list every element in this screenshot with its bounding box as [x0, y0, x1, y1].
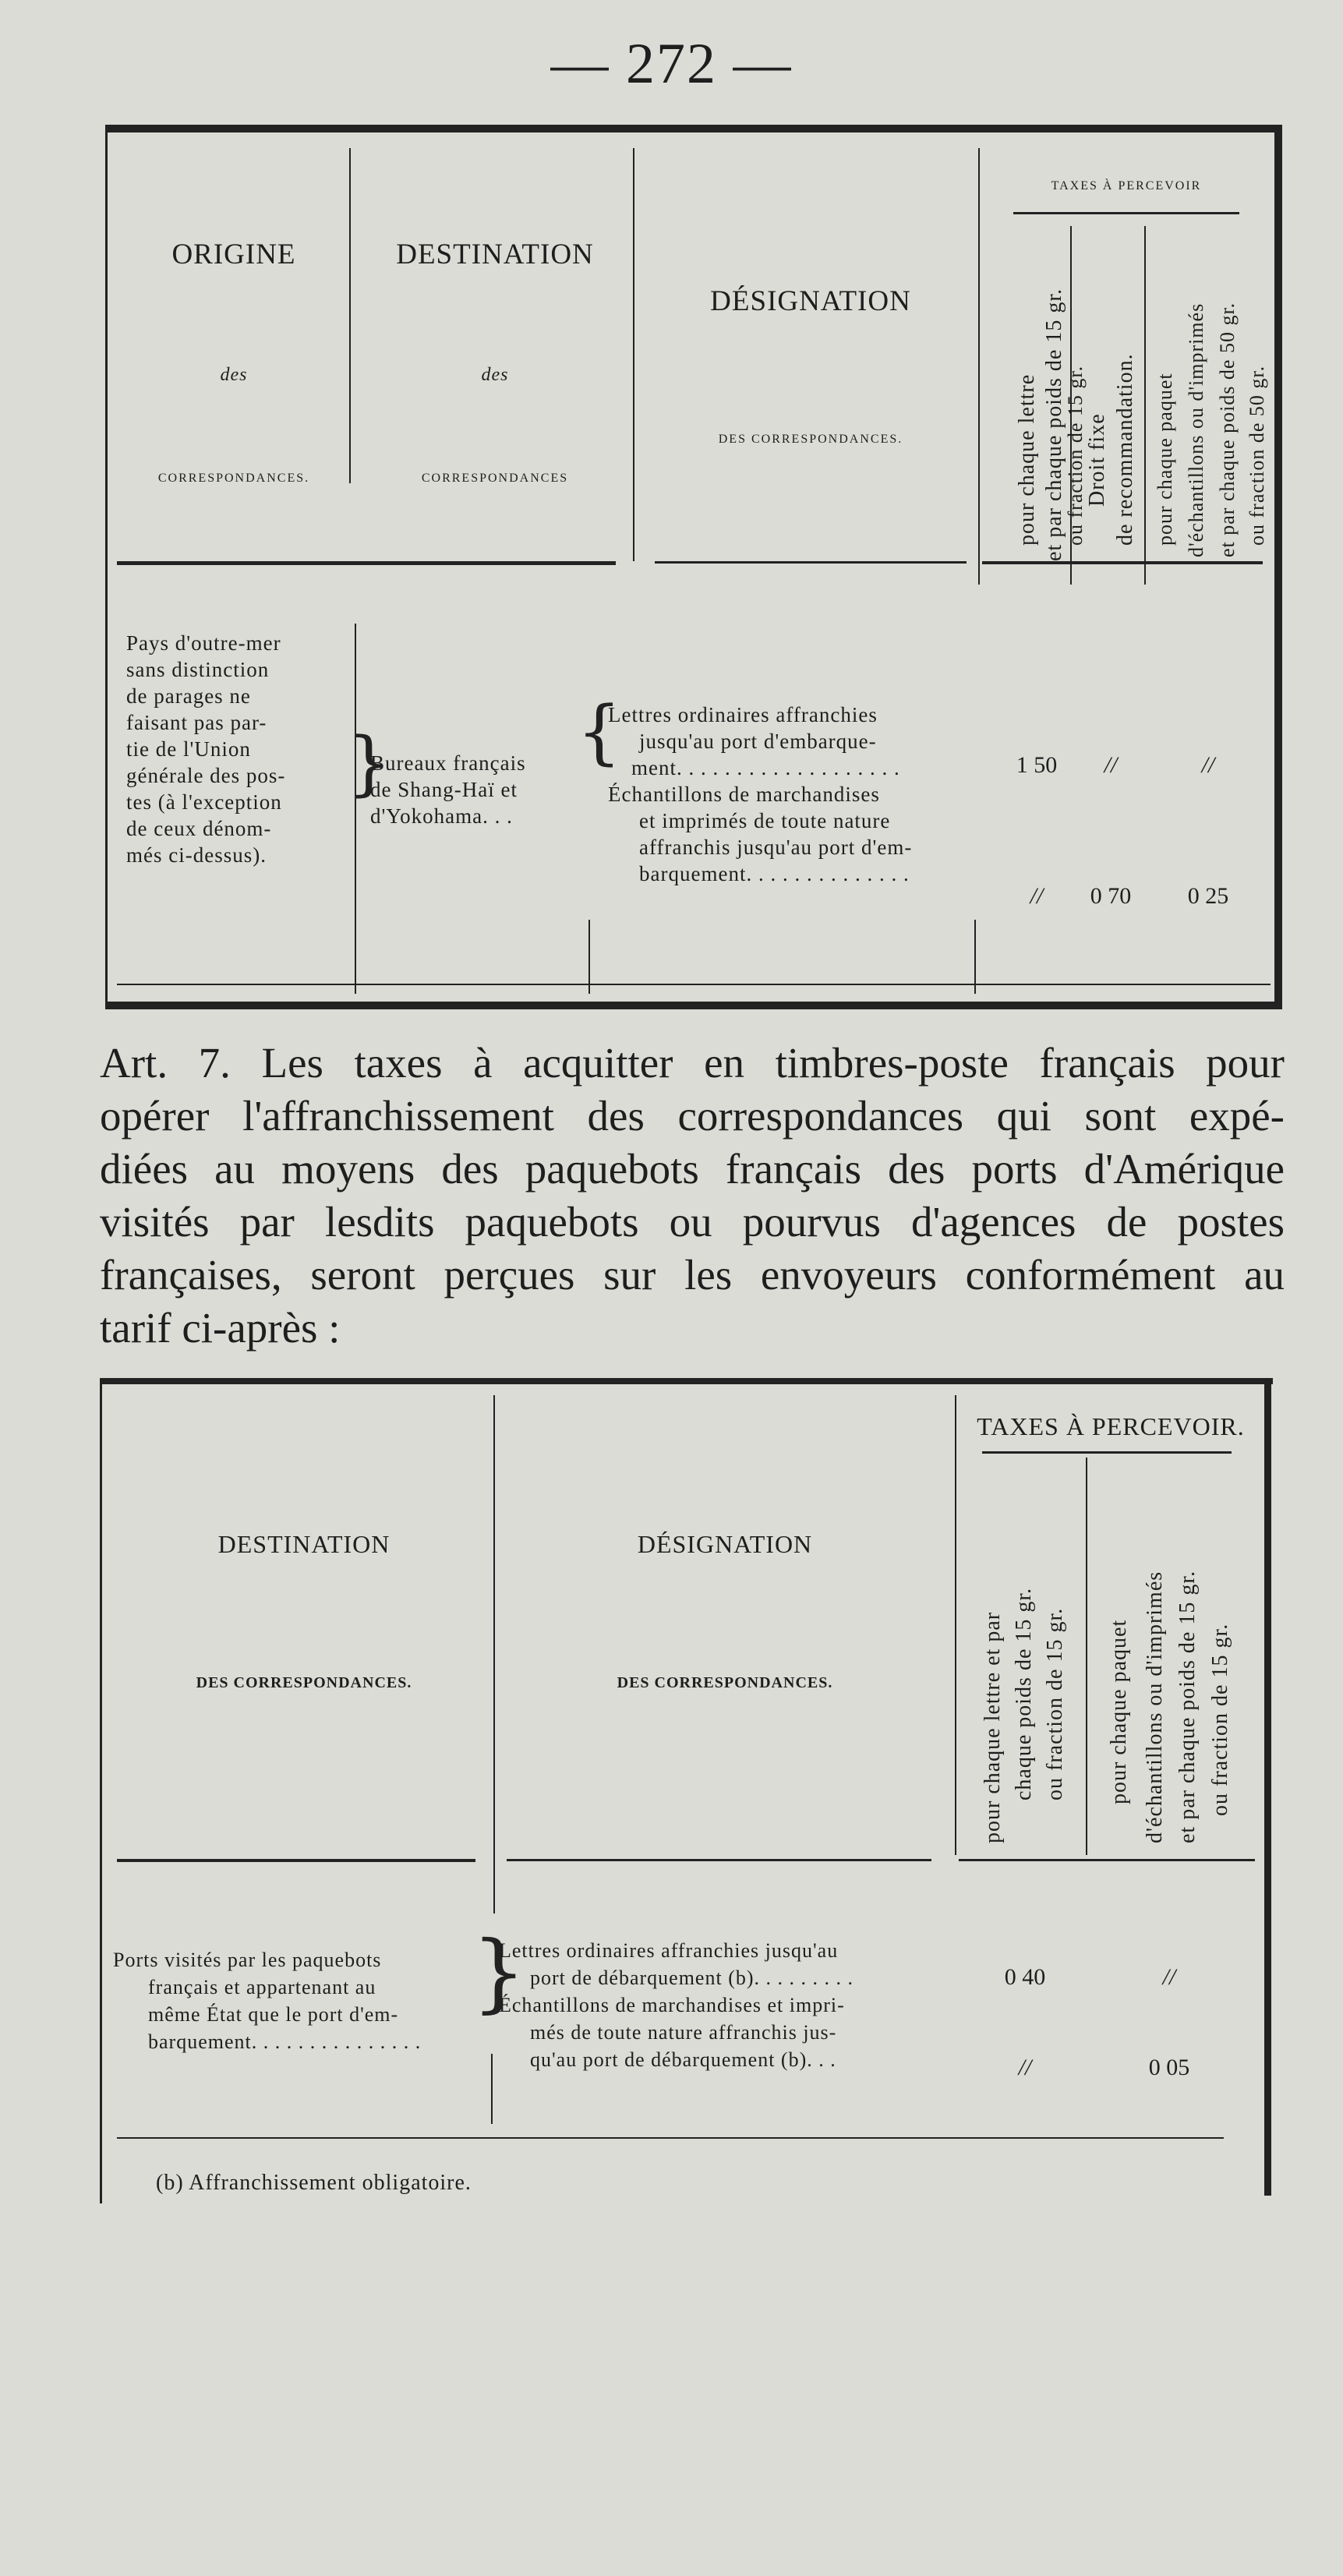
table1-row1-v1: 1 50 [1016, 752, 1058, 778]
table2-vert1-line1: pour chaque lettre et par [981, 1611, 1005, 1843]
table2-row1-v1: 0 40 [1004, 1964, 1046, 1990]
table2-destination-body [113, 1946, 487, 2055]
table1-destination-sub: CORRESPONDANCES [421, 472, 569, 485]
origine-line: de parages ne [126, 684, 251, 708]
table1-vert3-line4: ou fraction de 50 gr. [1246, 365, 1268, 546]
article-line: visités par lesdits paquebots ou pourvus d'agences de postes [100, 1198, 1285, 1246]
table2-row1-v2: // [1162, 1964, 1176, 1990]
destination-line: barquement. . . . . . . . . . . . . . . [148, 2030, 422, 2053]
designation-line: Échantillons de marchandises [608, 783, 880, 806]
brace-mark: } [472, 1922, 526, 2022]
destination-line: français et appartenant au [148, 1976, 376, 1998]
table1-taxes-header: TAXES À PERCEVOIR [1051, 179, 1202, 193]
table1-vert1-line2: et par chaque poids de 15 gr. [1042, 288, 1066, 561]
brace-mark: { [577, 691, 622, 773]
origine-line: faisant pas par- [126, 711, 267, 734]
destination-line: d'Yokohama. . . [370, 804, 513, 828]
table2-destination-title: DESTINATION [217, 1530, 391, 1558]
table1-designation-body [608, 701, 974, 887]
designation-line: jusqu'au port d'embarque- [639, 730, 877, 753]
designation-line: barquement. . . . . . . . . . . . . . [639, 862, 910, 885]
origine-line: tie de l'Union [126, 737, 251, 761]
table2-vert2-line2: d'échantillons ou d'imprimés [1143, 1571, 1167, 1843]
article-line: Art. 7. Les taxes à acquitter en timbres-poste français pour [100, 1039, 1285, 1087]
table2-designation-title: DÉSIGNATION [637, 1530, 813, 1558]
table2-designation-sub: DES CORRESPONDANCES. [617, 1674, 833, 1691]
origine-line: més ci-dessus). [126, 843, 267, 867]
table2-vert2-line4: ou fraction de 15 gr. [1208, 1623, 1232, 1816]
table2-vert2-line1: pour chaque paquet [1107, 1619, 1131, 1804]
designation-line: Échantillons de marchandises et impri- [499, 1994, 845, 2016]
article-line: françaises, seront perçues sur les envoyeurs conformément au [100, 1251, 1285, 1299]
designation-line: ment. . . . . . . . . . . . . . . . . . . [631, 756, 900, 779]
table1-vert1-line3: ou fraction de 15 gr. [1064, 365, 1087, 546]
table1-destination-des: des [481, 365, 509, 385]
origine-line: tes (à l'exception [126, 790, 282, 814]
article-7 [100, 1037, 1285, 1355]
table2-destination-sub: DES CORRESPONDANCES. [196, 1674, 412, 1691]
designation-line: affranchis jusqu'au port d'em- [639, 836, 913, 859]
article-line: diées au moyens des paquebots français des ports d'Amérique [100, 1145, 1285, 1193]
footnote: (b) Affranchissement obligatoire. [156, 2171, 472, 2195]
origine-line: de ceux dénom- [126, 817, 272, 840]
table2-vert1-line3: ou fraction de 15 gr. [1043, 1607, 1067, 1800]
table1-vert2-line1: Droit fixe [1085, 413, 1109, 507]
table1-vert1-line1: pour chaque lettre [1015, 373, 1039, 546]
table2-vert1-line2: chaque poids de 15 gr. [1012, 1587, 1036, 1800]
table1-row1-v3: // [1201, 752, 1215, 778]
table1-row1-v2: // [1104, 752, 1118, 778]
table1-destination-title: DESTINATION [396, 239, 594, 270]
table1-origine-body [126, 630, 352, 868]
designation-line: qu'au port de débarquement (b). . . [530, 2048, 836, 2071]
table2-designation-body [499, 1937, 951, 2073]
designation-line: Lettres ordinaires affranchies jusqu'au [499, 1939, 839, 1962]
table2-vert2-line3: et par chaque poids de 15 gr. [1175, 1570, 1200, 1843]
brace-mark: } [347, 723, 392, 804]
table1-vert3-line2: d'échantillons ou d'imprimés [1185, 302, 1207, 557]
designation-line: port de débarquement (b). . . . . . . . . [530, 1966, 854, 1989]
designation-line: et imprimés de toute nature [639, 809, 891, 832]
table1-origine-title: ORIGINE [171, 239, 296, 270]
page-number: — 272 — [550, 32, 793, 96]
table1-vert3-line1: pour chaque paquet [1154, 373, 1176, 546]
table1-origine-des: des [220, 365, 248, 385]
table1-row2-v2: 0 70 [1090, 883, 1132, 909]
article-line: tarif ci-après : [100, 1304, 341, 1352]
table2-row2-v2: 0 05 [1148, 2055, 1190, 2080]
designation-line: més de toute nature affranchis jus- [530, 2021, 837, 2044]
table1-vert3-line3: et par chaque poids de 50 gr. [1216, 302, 1239, 557]
article-line: opérer l'affranchissement des correspondances qui sont expé- [100, 1092, 1285, 1140]
table2-row2-v1: // [1018, 2055, 1032, 2080]
origine-line: sans distinction [126, 658, 270, 681]
origine-line: générale des pos- [126, 764, 286, 787]
designation-line: Lettres ordinaires affranchies [608, 703, 878, 726]
table1-designation-title: DÉSIGNATION [710, 285, 911, 317]
table1-row2-v1: // [1030, 883, 1044, 909]
table1-origine-sub: CORRESPONDANCES. [157, 472, 310, 485]
destination-line: Bureaux français [370, 751, 526, 775]
table1-row2-v3: 0 25 [1187, 883, 1229, 909]
table1-designation-sub: DES CORRESPONDANCES. [718, 433, 903, 446]
table1-vert2-line2: de recommandation. [1113, 353, 1137, 546]
destination-line: Ports visités par les paquebots [113, 1949, 382, 1971]
origine-line: Pays d'outre-mer [126, 631, 281, 655]
destination-line: de Shang-Haï et [370, 778, 518, 801]
table2-taxes-header: TAXES À PERCEVOIR. [977, 1412, 1245, 1440]
destination-line: même État que le port d'em- [148, 2003, 399, 2026]
